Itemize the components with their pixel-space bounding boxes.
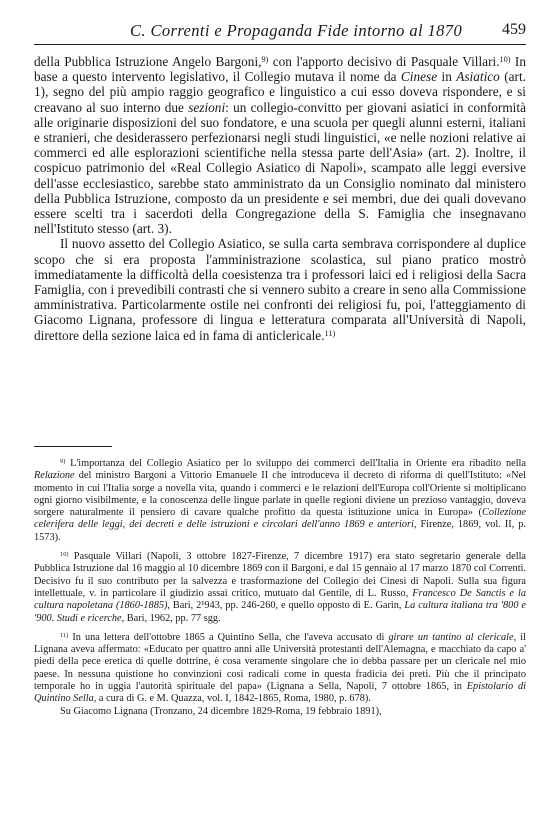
italic-run: Collezione celerifera delle leggi, dei decreti e delle istruzioni e circolari dell'anno 1869 e anteriori [34,507,526,531]
text-run: Pasquale Villari (Napoli, 3 ottobre 1827-Firenze, 7 dicembre 1917) era stato segretario generale della Pubblica Istruzione dal 16 maggio al 10 dicembre 1869 con il Bargoni, e dal 15 gennaio al 17 marzo 1870 col Correnti. Decisivo fu il suo contributo per la salvezza e trasformazione del Collegio dei Cinesi di Napoli. Sulla sua figura intellettuale, v. in particolare il giudizio assai critico, mutuato dal Gentile, di L. Russo, [34,551,526,599]
italic-run: La cultura italiana tra '800 e '900. Studi e ricerche [34,600,526,624]
footnote-number: 11) [60,631,69,639]
footnote-11-continuation: Su Giacomo Lignana (Tronzano, 24 dicembre 1829-Roma, 19 febbraio 1891), [60,705,382,717]
text-run: , a cura di G. e M. Quazza, vol. I, 1842-1865, Roma, 1980, p. 678). [93,693,371,705]
text-run: del ministro Bargoni a Vittorio Emanuele II che introduceva il decreto di riforma di quell'Istituto: «Nel momento in cui l'Italia sorge a novella vita, quando i commerci e le relazioni dell'Europa coll'Oriente si moltiplicano ogni giorno visibilmente, e la conoscenza delle lingue parlate in quelle regioni diviene un prezioso vantaggio, doveva sorgere naturalmente il pensiero di cavare qualche profitto da questa istituzione unica in Europa» ( [34,470,526,519]
body-paragraph-2 [34,236,526,342]
footnote-divider [34,446,112,447]
footnote-ref-9[interactable]: 9) [261,54,269,64]
footnote-10 [34,551,526,625]
italic-run: Asiatico [456,69,500,85]
page-number: 459 [502,21,526,38]
body-paragraph-1 [34,54,526,236]
text-run: in [437,69,457,85]
italic-run: Epistolario di Quintino Sella [34,681,526,705]
text-run: : un collegio-convitto per giovani asiatici in conformità alle originarie disposizioni del suo fondatore, e una scuola per quegli alunni esterni, italiani e stranieri, che desiderassero perfezionarsi negli studi linguistici, «e nelle nozioni relative ai commerci ed alle esplorazioni scientifiche nella stessa parte dell'Asia» (art. 2). Inoltre, il cospicuo patrimonio del «Real Collegio Asiatico di Napoli», scampato alle leggi eversive dell'asse ecclesiastico, sarebbe stato amministrato da un Consiglio nominato dal ministero della Pubblica Istruzione, composto da un presidente e sei membri, due dei quali dovevano essere scelti tra i sacerdoti della Congregazione della S. Famiglia che insegnavano nell'Istituto stesso (art. 3). [34,99,526,237]
text-run: Il nuovo assetto del Collegio Asiatico, se sulla carta sembrava corrispondere al duplice scopo che si era proposta l'amministrazione scolastica, sul piano pratico mostrò immediatamente la difficoltà della coesistenza tra i professori laici ed i religiosi della Sacra Famiglia, con i prevedibili contrasti che si vennero subito a creare in seno alla Commissione amministrativa. Particolarmente ostile nei confronti dei religiosi fu, poi, l'atteggiamento di Giacomo Lignana, professore di lingua e letteratura comparata all'Università di Napoli, direttore della sezione laica ed in fama di anticlericale. [34,236,526,343]
footnote-number: 10) [60,550,69,558]
italic-run: Cinese [400,69,438,85]
italic-run: girare un tantino al clericale [388,631,514,643]
text-run: , il Lignana aveva affermato: «Educato per quattro anni alle Università protestanti dell'Alemagna, e macchiato da capo a' piedi della pece eretica di quelle dottrine, è cosa veramente singolare che io debba passare per un clericale nel mio paese. In nessuna quistione ho convinzioni così radicali come in questa fradicia dei preti. Più che il principato temporale ho in uggia l'autorità spirituale del papa» (Lignana a Sella, Napoli, 7 ottobre 1865, in [34,631,526,693]
page-header [34,18,526,45]
text-run: L'importanza del Collegio Asiatico per lo sviluppo dei commerci dell'Italia in Oriente era ribadito nella [65,458,526,469]
text-run: , Bari, 2¹943, pp. 246-260, e quello opposto di E. Garin, [167,600,405,612]
footnotes [34,458,526,725]
text-run: , Bari, 1962, pp. 77 sgg. [121,612,221,624]
italic-run: Relazione [34,470,75,482]
text-run: In una lettera dell'ottobre 1865 a Quintino Sella, che l'aveva accusato di [68,631,389,643]
text-run: (art. 1), segno del più ampio raggio geografico e linguistico a cui esso doveva rispondere, e si creavano al suo interno due [34,69,527,115]
text-run: In base a questo intervento legislativo, il Collegio mutava il nome da [34,54,526,85]
italic-run: sezioni [188,99,226,115]
text-run: con l'apporto decisivo di Pasquale Villari. [268,54,500,69]
text-run: della Pubblica Istruzione Angelo Bargoni, [34,54,262,69]
footnote-11 [34,632,526,706]
running-head: C. Correnti e Propaganda Fide intorno al 1870 [130,21,463,40]
footnote-number: 9) [60,457,66,465]
body-text [34,54,526,343]
text-run: , Firenze, 1869, vol. II, p. 1573). [34,519,526,543]
footnote-ref-11[interactable]: 11) [324,328,336,338]
footnote-9 [34,458,526,544]
italic-run: Francesco De Sanctis e la cultura napoletana (1860-1885) [34,587,526,612]
footnote-ref-10[interactable]: 10) [499,54,511,64]
